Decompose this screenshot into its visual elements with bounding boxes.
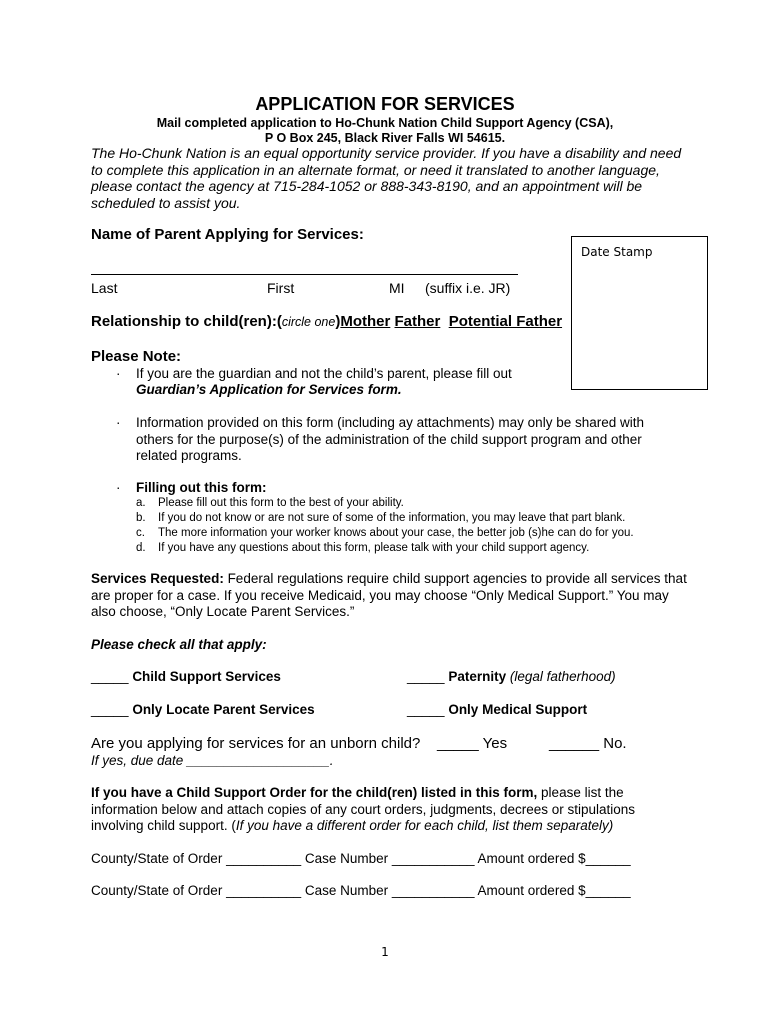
order-italic-text: If you have a different order for each child, list them separately) [235,818,614,833]
medical-support-label: Only Medical Support [448,702,588,717]
filling-item-a [136,497,404,509]
filling-item-letter: d. [136,542,146,554]
paternity-note: (legal fatherhood) [509,669,616,684]
page-title: APPLICATION FOR SERVICES [255,94,515,114]
yes-label: Yes [482,735,508,752]
checkbox-blank[interactable]: _____ [91,702,129,717]
unborn-question: Are you applying for services for an unborn child? [91,735,421,752]
child-support-services-option[interactable] [91,669,281,684]
order-bold-text: If you have a Child Support Order for the child(ren) listed in this form, [91,785,538,800]
checkbox-blank[interactable]: _____ [437,735,479,752]
mail-address-line1: Mail completed application to Ho-Chunk Nation Child Support Agency (CSA), [156,116,614,130]
middle-initial-label: MI [389,280,405,296]
locate-parent-option[interactable] [91,702,315,717]
suffix-label: (suffix i.e. JR) [425,280,511,296]
option-potential-father[interactable]: Potential Father [448,313,563,330]
locate-parent-label: Only Locate Parent Services [132,702,315,717]
services-requested-paragraph [91,571,691,621]
relationship-row [91,313,562,330]
filling-item-text: If you have any questions about this form, please talk with your child support agency. [158,542,590,554]
filling-out-heading: Filling out this form: [136,480,267,495]
first-name-label: First [267,280,295,296]
filling-item-text: If you do not know or are not sure of some of the information, you may leave that part blank. [158,512,626,524]
guardian-note-line1: If you are the guardian and not the child’s parent, please fill out [136,366,512,381]
paternity-label: Paternity [448,669,507,684]
order-paragraph [91,785,691,835]
order-row-2[interactable]: County/State of Order __________ Case Number ___________ Amount ordered $______ [91,883,631,898]
date-stamp-label: Date Stamp [581,245,653,259]
services-requested-label: Services Requested: [91,571,224,586]
order-row-1[interactable]: County/State of Order __________ Case Number ___________ Amount ordered $______ [91,851,631,866]
bullet-2: · [116,415,121,430]
filling-item-letter: b. [136,512,146,524]
name-section-heading: Name of Parent Applying for Services: [91,226,364,243]
bullet-3: · [116,480,121,495]
filling-item-letter: a. [136,497,146,509]
equal-opportunity-statement: The Ho-Chunk Nation is an equal opportunity service provider. If you have a disability and need to complete this application in an alternate format, or need it translated to another language, please contact the agency at 715-284-1052 or 888-343-8190, and an appointment will be scheduled to assist you. [91,145,682,211]
name-entry-line[interactable] [91,274,518,275]
due-date-field[interactable]: If yes, due date ___________________. [91,753,334,768]
filling-item-text: Please fill out this form to the best of your ability. [158,497,404,509]
info-shared-note: Information provided on this form (including ay attachments) may only be shared with others for the purpose(s) of the administration of the child support program and other related programs. [136,415,644,463]
please-note-heading: Please Note: [91,348,182,365]
bullet-1: · [116,366,121,381]
no-label: No. [603,735,627,752]
relationship-close: ) [335,313,341,330]
unborn-no-option[interactable] [549,735,627,752]
order-text: please list the information below and attach copies of any court orders, judgments, decrees or stipulations involving child support. ( [91,785,636,833]
services-requested-text: Federal regulations require child support agencies to provide all services that are proper for a case. If you receive Medicaid, you may choose “Only Medical Support.” You may also choose, “Only Locate Parent Services.” [91,571,687,619]
option-mother[interactable]: Mother [340,313,391,330]
mail-address-line2: P O Box 245, Black River Falls WI 54615. [264,131,506,145]
circle-one-note: circle one [281,315,336,329]
filling-item-c [136,527,634,539]
last-name-label: Last [91,280,118,296]
guardian-note-line2: Guardian’s Application for Services form. [136,382,402,397]
unborn-yes-option[interactable] [437,735,507,752]
child-support-services-label: Child Support Services [132,669,281,684]
option-father[interactable]: Father [394,313,441,330]
checkbox-blank[interactable]: _____ [407,702,445,717]
filling-item-letter: c. [136,527,145,539]
checkbox-blank[interactable]: _____ [407,669,445,684]
filling-item-text: The more information your worker knows about your case, the better job (s)he can do for you. [158,527,634,539]
medical-support-option[interactable] [407,702,587,717]
checkbox-blank[interactable]: ______ [549,735,600,752]
checkbox-blank[interactable]: _____ [91,669,129,684]
check-all-heading: Please check all that apply: [91,637,267,652]
relationship-label: Relationship to child(ren):( [91,313,282,330]
paternity-option[interactable] [407,669,616,684]
page-number: 1 [381,945,389,959]
filling-item-b [136,512,625,524]
filling-item-d [136,542,589,554]
date-stamp-box [571,236,708,390]
